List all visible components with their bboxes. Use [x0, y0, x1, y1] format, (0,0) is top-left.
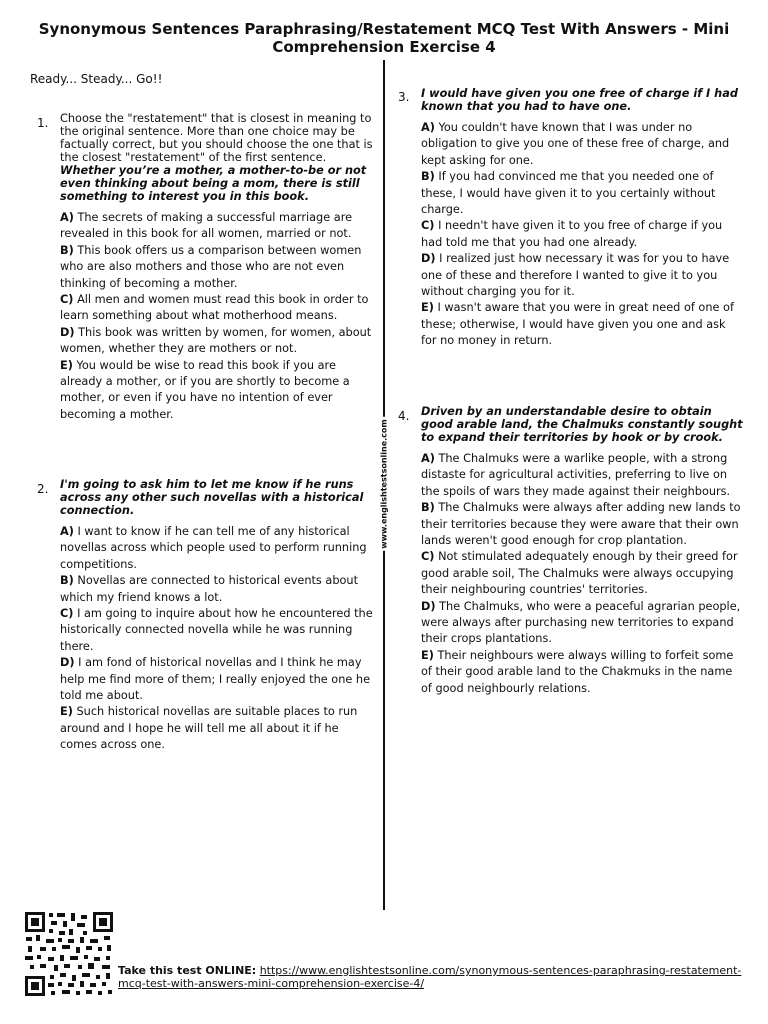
answer-options [60, 210, 378, 423]
option-c[interactable]: C) Not stimulated adequately enough by their greed for good arable soil, The Chalmuks were always occupying their neighbouring countries' territories. [421, 550, 738, 597]
side-watermark-url: www.englishtestsonline.com [376, 417, 393, 551]
question-sentence: I'm going to ask him to let me know if he runs across any other such novellas with a historical connection. [60, 478, 364, 517]
option-c[interactable]: C) I am going to inquire about how he encountered the historically connected novella while he was running there. [60, 607, 373, 653]
question-2 [60, 478, 378, 754]
question-sentence: I would have given you one free of charge if I had known that you had to have one. [421, 87, 738, 113]
option-d[interactable]: D) This book was written by women, for women, about women, whether they are mothers or not. [60, 325, 372, 356]
option-a[interactable]: A) The Chalmuks were a warlike people, with a strong distaste for agricultural activities, preferring to live on the spoils of wars they made against their neighbours. [421, 452, 731, 498]
option-c[interactable]: C) All men and women must read this book in order to learn something about what motherhood means. [60, 293, 369, 323]
page-title: Synonymous Sentences Paraphrasing/Restatement MCQ Test With Answers - Mini Comprehension Exercise 4 [38, 20, 730, 56]
option-a[interactable]: A) The secrets of making a successful marriage are revealed in this book for all women, married or not. [60, 211, 353, 241]
answer-options [421, 120, 743, 350]
footer-label: Take this test ONLINE: [118, 964, 257, 977]
option-b[interactable]: B) This book offers us a comparison between women who are also mothers and those who are not even thinking of becoming a mother. [60, 243, 362, 290]
footer-test-link[interactable]: https://www.englishtestsonline.com/synonymous-sentences-paraphrasing-restatement-mcq-test-with-answers-mini-comprehension-exercise-4/ [118, 964, 742, 990]
question-3 [421, 87, 743, 350]
question-sentence: Driven by an understandable desire to obtain good arable land, the Chalmuks constantly sought to expand their territories by hook or by crook. [421, 405, 743, 444]
question-number: 1. [37, 116, 49, 130]
answer-options [421, 451, 743, 697]
option-e[interactable]: E) I wasn't aware that you were in great need of one of these; otherwise, I would have given you one and ask for no money in return. [421, 301, 734, 348]
option-d[interactable]: D) I am fond of historical novellas and I think he may help me find more of them; I really enjoyed the one he told me about. [60, 656, 371, 703]
option-b[interactable]: B) The Chalmuks were always after adding new lands to their territories because they were aware that their own lands weren't good enough for crop plantation. [421, 501, 741, 548]
option-d[interactable]: D) The Chalmuks, who were a peaceful agrarian people, were always after purchasing new territories to expand their crops plantations. [421, 599, 741, 646]
intro-text: Ready... Steady... Go!! [30, 72, 163, 86]
option-e[interactable]: E) You would be wise to read this book if you are already a mother, or if you are shortly to become a mother, or even if you have no intention of ever becoming a mother. [60, 358, 350, 421]
option-d[interactable]: D) I realized just how necessary it was for you to have one of these and therefore I wanted to give it to you without charging you for it. [421, 252, 730, 299]
question-stem [60, 478, 378, 517]
footer [118, 964, 748, 990]
option-b[interactable]: B) If you had convinced me that you needed one of these, I would have given it to you certainly without charge. [421, 170, 716, 217]
question-instruction: Choose the "restatement" that is closest in meaning to the original sentence. More than one choice may be factually correct, but you should choose the one that is the closest "restatement" of the first sentence. [60, 112, 373, 164]
option-e[interactable]: E) Their neighbours were always willing to forfeit some of their good arable land to the Chakmuks in the name of good neighbourly relations. [421, 648, 734, 695]
question-number: 3. [398, 90, 410, 104]
option-c[interactable]: C) I needn't have given it to you free of charge if you had told me that you had one already. [421, 219, 723, 249]
option-b[interactable]: B) Novellas are connected to historical events about which my friend knows a lot. [60, 574, 359, 604]
option-a[interactable]: A) I want to know if he can tell me of any historical novellas across which people used to perform running competitions. [60, 525, 367, 571]
question-number: 4. [398, 409, 410, 423]
qr-code-image[interactable] [24, 911, 114, 997]
question-4 [421, 405, 743, 697]
question-stem [421, 405, 743, 444]
question-1 [60, 112, 378, 423]
question-number: 2. [37, 482, 49, 496]
answer-options [60, 524, 378, 754]
question-stem [60, 112, 378, 203]
option-a[interactable]: A) You couldn't have known that I was under no obligation to give you one of these free of charge, and kept asking for one. [421, 121, 730, 167]
question-stem [421, 87, 743, 113]
question-sentence: Whether you’re a mother, a mother-to-be or not even thinking about being a mom, there is still something to interest you in this book. [60, 164, 367, 203]
option-e[interactable]: E) Such historical novellas are suitable places to run around and I hope he will tell me all about it if he comes across one. [60, 705, 358, 752]
